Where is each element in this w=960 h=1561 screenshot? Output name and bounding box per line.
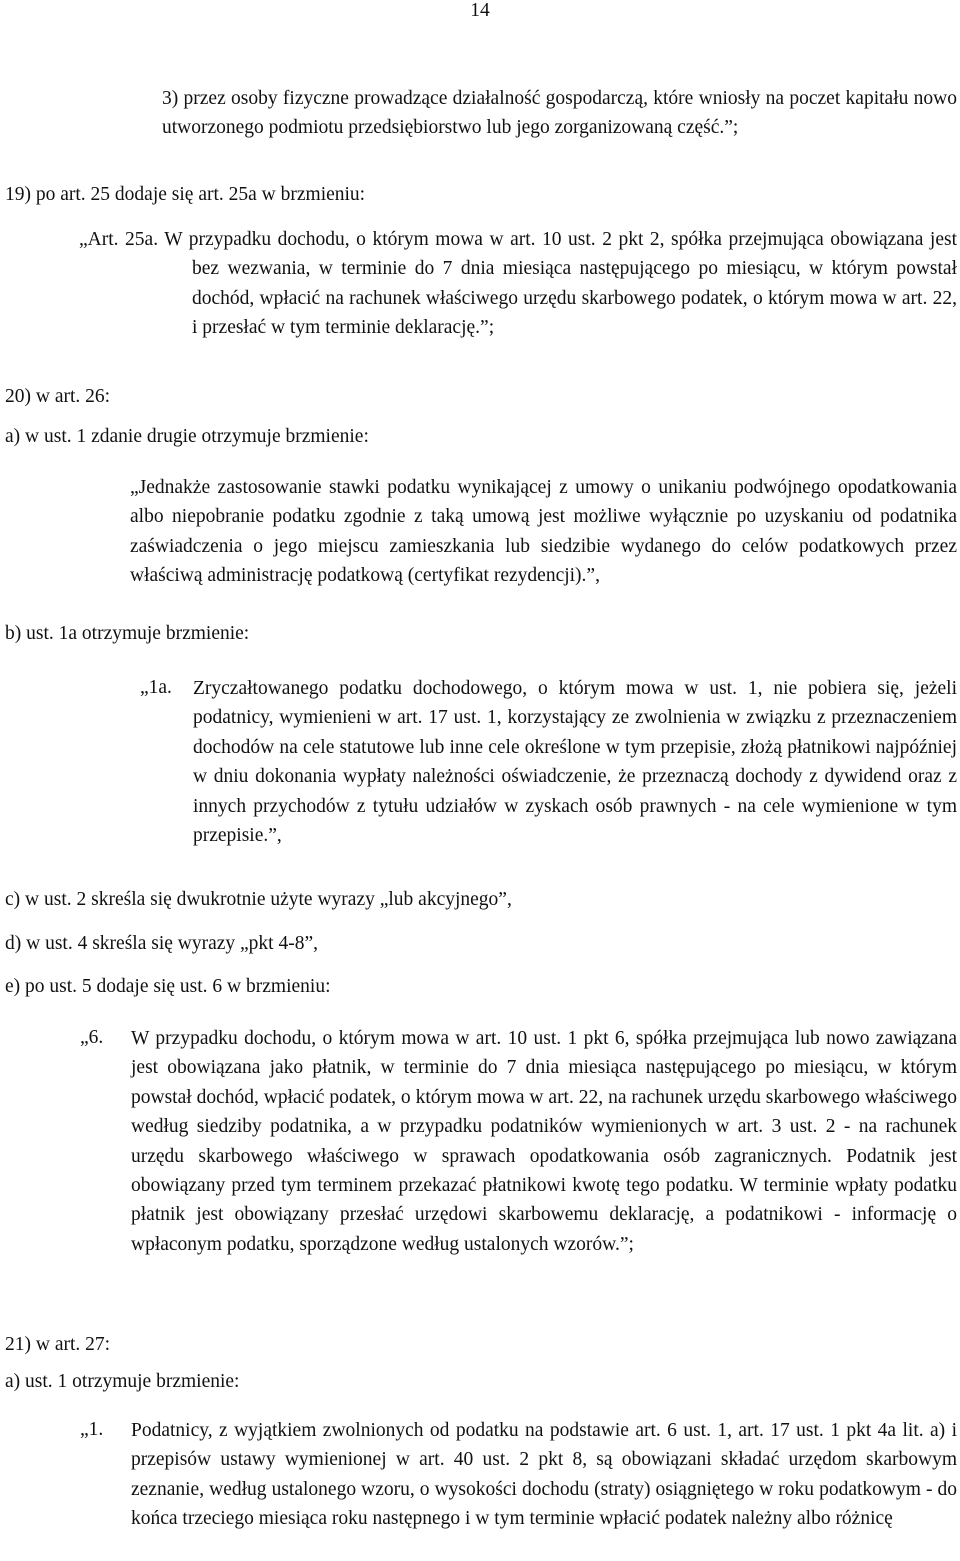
quote-20b: Zryczałtowanego podatku dochodowego, o którym mowa w ust. 1, nie pobiera się, jeżeli podatnicy, wymienieni w art. 17 ust. 1, korzystający ze zwolnienia w związku z przeznaczeniem dochodów na cele statutowe lub inne cele określone w tym przepisie, złożą płatnikowi najpóźniej w dniu dokonania wypłaty należności oświadczenie, że przeznaczą dochody z dywidend oraz z innych przychodów z tytułu udziałów w zyskach osób prawnych - na cele wymienione w tym przepisie.”, bbox=[193, 678, 957, 847]
quote-20a: „Jednakże zastosowanie stawki podatku wynikającej z umowy o unikaniu podwójnego opodatkowania albo niepobranie podatku zgodnie z taką umową jest możliwe wyłącznie po uzyskaniu od podatnika zaświadczenia o jego miejscu zamieszkania lub siedzibie wydanego do celów podatkowych przez właściwą administrację podatkową (certyfikat rezydencji).”, bbox=[130, 477, 957, 587]
item-20-heading: 20) w art. 26: bbox=[5, 386, 111, 407]
quote-21a-number: „1. bbox=[80, 1419, 104, 1440]
item-20d-heading: d) w ust. 4 skreśla się wyrazy „pkt 4-8”, bbox=[5, 933, 318, 954]
item-20a-heading: a) w ust. 1 zdanie drugie otrzymuje brzmienie: bbox=[5, 426, 369, 447]
item-21-heading: 21) w art. 27: bbox=[5, 1334, 111, 1355]
item-20e-heading: e) po ust. 5 dodaje się ust. 6 w brzmieniu: bbox=[5, 976, 331, 997]
page-number: 14 bbox=[470, 0, 490, 21]
quote-20e: W przypadku dochodu, o którym mowa w art. 10 ust. 1 pkt 6, spółka przejmująca lub nowo zawiązana jest obowiązana jako płatnik, w terminie do 7 dnia miesiąca następującego po miesiącu, w którym powstał dochód, wpłacić podatek, o którym mowa w art. 22, na rachunek urzędu skarbowego właściwego według siedziby podatnika, a w przypadku podatników wymienionych w art. 3 ust. 2 - na rachunek urzędu skarbowego właściwego w sprawach opodatkowania osób zagranicznych. Podatnik jest obowiązany przed tym terminem przekazać płatnikowi kwotę tego podatku. W terminie wpłaty podatku płatnik jest obowiązany przesłać urzędowi skarbowemu deklarację, a podatnikowi - informację o wpłaconym podatku, sporządzone według ustalonych wzorów.”; bbox=[131, 1028, 957, 1255]
item-20c-heading: c) w ust. 2 skreśla się dwukrotnie użyte wyrazy „lub akcyjnego”, bbox=[5, 889, 512, 910]
quote-20e-number: „6. bbox=[80, 1027, 104, 1048]
paragraph-item-3: 3) przez osoby fizyczne prowadzące działalność gospodarczą, które wniosły na poczet kapitału nowo utworzonego podmiotu przedsiębiorstwo lub jego zorganizowaną część.”; bbox=[162, 88, 957, 139]
quote-21a: Podatnicy, z wyjątkiem zwolnionych od podatku na podstawie art. 6 ust. 1, art. 17 ust. 1 pkt 4a lit. a) i przepisów ustawy wymienionej w art. 40 ust. 2 pkt 8, są obowiązani składać urzędom skarbowym zeznanie, według ustalonego wzoru, o wysokości dochodu (straty) osiągniętego w roku podatkowym - do końca trzeciego miesiąca roku następnego i w tym terminie wpłacić podatek należny albo różnicę bbox=[131, 1420, 957, 1530]
item-19-heading: 19) po art. 25 dodaje się art. 25a w brzmieniu: bbox=[5, 184, 366, 205]
art-25a-text: „Art. 25a. W przypadku dochodu, o którym mowa w art. 10 ust. 2 pkt 2, spółka przejmująca obowiązana jest bez wezwania, w terminie do 7 dnia miesiąca następującego po miesiącu, w którym powstał dochód, wpłacić na rachunek właściwego urzędu skarbowego podatek, o którym mowa w art. 22, i przesłać w tym terminie deklarację.”; bbox=[79, 229, 957, 339]
item-21a-heading: a) ust. 1 otrzymuje brzmienie: bbox=[5, 1371, 240, 1392]
item-20b-heading: b) ust. 1a otrzymuje brzmienie: bbox=[5, 623, 250, 644]
quote-20b-number: „1a. bbox=[140, 677, 172, 698]
